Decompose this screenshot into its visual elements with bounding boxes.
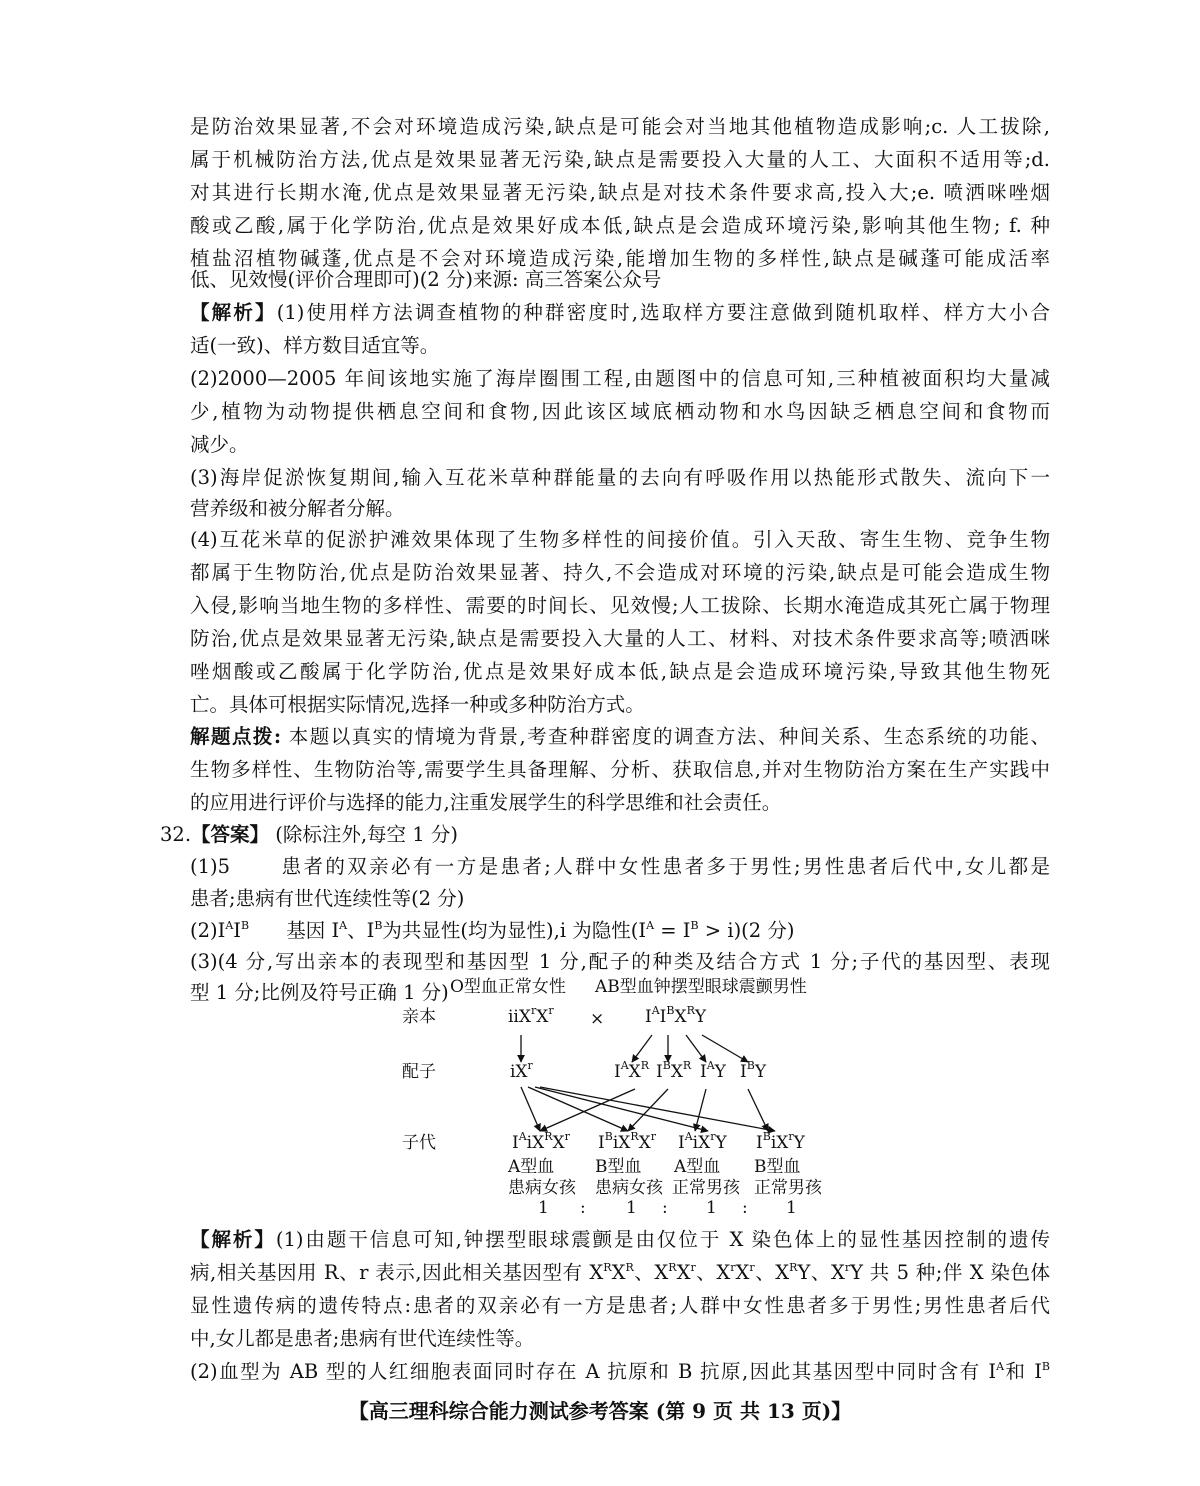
text-line: (4)互花米草的促淤护滩效果体现了生物多样性的间接价值。引入天敌、寄生生物、竞争生物: [190, 528, 1050, 551]
arrow: [695, 1089, 706, 1131]
text-line: 植盐沼植物碱蓬,优点是不会对环境造成污染,能增加生物的多样性,缺点是碱蓬可能成活率: [190, 247, 1050, 270]
tips-line: 解题点拨: 本题以真实的情境为背景,考查种群密度的调查方法、种间关系、生态系统的功能、: [190, 725, 1050, 748]
text-line: 中,女儿都是患者;患病有世代连续性等。: [190, 1327, 535, 1350]
text-line: 显性遗传病的遗传特点:患者的双亲必有一方是患者;人群中女性患者多于男性;男性患者后代: [190, 1294, 1050, 1317]
page-footer: 【高三理科综合能力测试参考答案 (第 9 页 共 13 页)】: [348, 1399, 852, 1423]
text: (1)使用样方法调查植物的种群密度时,选取样方要注意做到随机取样、样方大小合: [276, 301, 1050, 324]
text-line: 对其进行长期水淹,优点是效果显著无污染,缺点是对技术条件要求高,投入大;e. 喷洒咪唑烟: [190, 181, 1050, 204]
text-line: 属于机械防治方法,优点是效果显著无污染,缺点是需要投入大量的人工、大面积不适用等;d.: [190, 148, 1050, 171]
genetic-cross-diagram: [390, 977, 840, 1230]
text-line: (2)血型为 AB 型的人红细胞表面同时存在 A 抗原和 B 抗原,因此其基因型中同时含有 $I^A$和 $I^B$: [190, 1360, 1050, 1383]
child-genotype: $I^AiX^RX^r$: [512, 1130, 570, 1153]
child-blood-type: A型血: [674, 1157, 721, 1177]
text-line: 少,植物为动物提供栖息空间和食物,因此该区域底栖动物和水鸟因缺乏栖息空间和食物而: [190, 400, 1050, 423]
arrow: [535, 1087, 708, 1131]
child-genotype: $I^BiX^RX^r$: [598, 1130, 657, 1153]
gamete-IAXR: $I^AX^R$: [614, 1059, 650, 1082]
child-genotype: $I^BiX^rY$: [756, 1130, 805, 1153]
arrow: [632, 1035, 652, 1062]
text-line: 减少。: [190, 433, 249, 456]
text-line: 酸或乙酸,属于化学防治,优点是效果好成本低,缺点是会造成环境污染,影响其他生物; f. 种: [190, 214, 1050, 237]
text-line: (3)(4 分,写出亲本的表现型和基因型 1 分,配子的种类及结合方式 1 分;子代的基因型、表现: [190, 950, 1050, 973]
gamete-IBXR: $I^BX^R$: [656, 1059, 692, 1082]
analysis-label: 【解析】: [190, 1228, 276, 1251]
child-genotype: $I^AiX^rY$: [678, 1130, 727, 1153]
text-line: 患者;患病有世代连续性等(2 分): [190, 887, 465, 910]
row-label-parent: 亲本: [402, 1007, 436, 1027]
ratio-value: 1: [626, 1198, 637, 1218]
text-line: (3)海岸促淤恢复期间,输入互花米草种群能量的去向有呼吸作用以热能形式散失、流向下一: [190, 466, 1050, 489]
arrow: [686, 1035, 706, 1062]
text-line: 适(一致)、样方数目适宜等。: [190, 334, 440, 357]
question-number: 32.: [160, 823, 192, 846]
arrow: [702, 1035, 748, 1062]
arrow: [748, 1089, 768, 1131]
gamete-IAY: $I^AY$: [700, 1059, 726, 1082]
text-line: 都属于生物防治,优点是防治效果显著、持久,不会造成对环境的污染,缺点是可能会造成生物: [190, 561, 1050, 584]
analysis-line: 【解析】(1)由题干信息可知,钟摆型眼球震颤是由仅位于 X 染色体上的显性基因控制的遗传: [190, 1228, 1050, 1251]
gamete-IBY: $I^BY$: [740, 1059, 767, 1082]
text-line: (1)5 患者的双亲必有一方是患者;人群中女性患者多于男性;男性患者后代中,女儿都是: [190, 855, 1050, 878]
question-32-header: 32.【答案】 (除标注外,每空 1 分): [160, 823, 458, 846]
ratio-sep: :: [580, 1198, 586, 1218]
genotype-line: 病,相关基因用 R、r 表示,因此相关基因型有 $X^RX^R$、$X^RX^r$、$X^rX^r$、$X^RY$、$X^rY$ 共 5 种;伴 X 染色体: [190, 1261, 1051, 1284]
text-line: 防治,优点是效果显著无污染,缺点是需要投入大量的人工、材料、对技术条件要求高等;喷洒咪: [190, 627, 1050, 650]
text-line: 的应用进行评价与选择的能力,注重发展学生的科学思维和社会责任。: [190, 791, 782, 814]
child-phenotype: 患病女孩: [508, 1178, 576, 1198]
child-blood-type: B型血: [595, 1157, 642, 1177]
answer-2-line: $(2)I^AI^B$ 基因 $I^A$、$I^B$为共显性(均为显性),i 为隐性$(I^A = I^B > i)(2$ 分): [190, 919, 795, 942]
text-line: 唑烟酸或乙酸属于化学防治,优点是效果好成本低,缺点是会造成环境污染,导致其他生物死: [190, 660, 1050, 683]
ratio-value: 1: [706, 1198, 717, 1218]
text-line: 入侵,影响当地生物的多样性、需要的时间长、见效慢;人工拔除、长期水淹造成其死亡属于物理: [190, 594, 1050, 617]
cross-symbol: ×: [590, 1009, 605, 1029]
text-line: (2)2000—2005 年间该地实施了海岸圈围工程,由题图中的信息可知,三种植被面积均大量减: [190, 367, 1050, 390]
female-title: O型血正常女性: [450, 977, 566, 997]
answer-label: 【答案】: [191, 823, 270, 846]
tips-label: 解题点拨:: [190, 725, 282, 748]
row-label-gamete: 配子: [402, 1062, 436, 1082]
analysis-label: 【解析】: [190, 301, 277, 324]
text-line: 低、见效慢(评价合理即可)(2 分)来源: 高三答案公众号: [190, 268, 662, 291]
text-line: 亡。具体可根据实际情况,选择一种或多种防治方式。: [190, 693, 645, 716]
ratio-sep: :: [662, 1198, 668, 1218]
text-line: 是防治效果显著,不会对环境造成污染,缺点是可能会对当地其他植物造成影响;c. 人工拔除,: [190, 115, 1050, 138]
row-label-child: 子代: [402, 1133, 436, 1153]
child-blood-type: B型血: [754, 1157, 801, 1177]
text-line: 营养级和被分解者分解。: [190, 497, 405, 520]
child-blood-type: A型血: [508, 1157, 555, 1177]
gamete-female: $iX^r$: [510, 1059, 533, 1082]
ratio-value: 1: [786, 1198, 797, 1218]
ratio-sep: :: [742, 1198, 748, 1218]
male-title: AB型血钟摆型眼球震颤男性: [595, 977, 807, 997]
child-phenotype: 正常男孩: [754, 1178, 822, 1198]
arrow: [521, 1087, 540, 1131]
analysis-line: [190, 298, 1050, 328]
text-line: 型 1 分;比例及符号正确 1 分): [190, 981, 449, 1004]
ratio-value: 1: [538, 1198, 549, 1218]
text-line: 生物多样性、生物防治等,需要学生具备理解、分析、获取信息,并对生物防治方案在生产实践中: [190, 758, 1050, 781]
female-genotype: $iiX^rX^r$: [508, 1004, 554, 1027]
child-phenotype: 患病女孩: [595, 1178, 663, 1198]
arrow: [540, 1087, 775, 1131]
male-genotype: $I^AI^BX^RY$: [645, 1004, 707, 1027]
child-phenotype: 正常男孩: [672, 1178, 740, 1198]
